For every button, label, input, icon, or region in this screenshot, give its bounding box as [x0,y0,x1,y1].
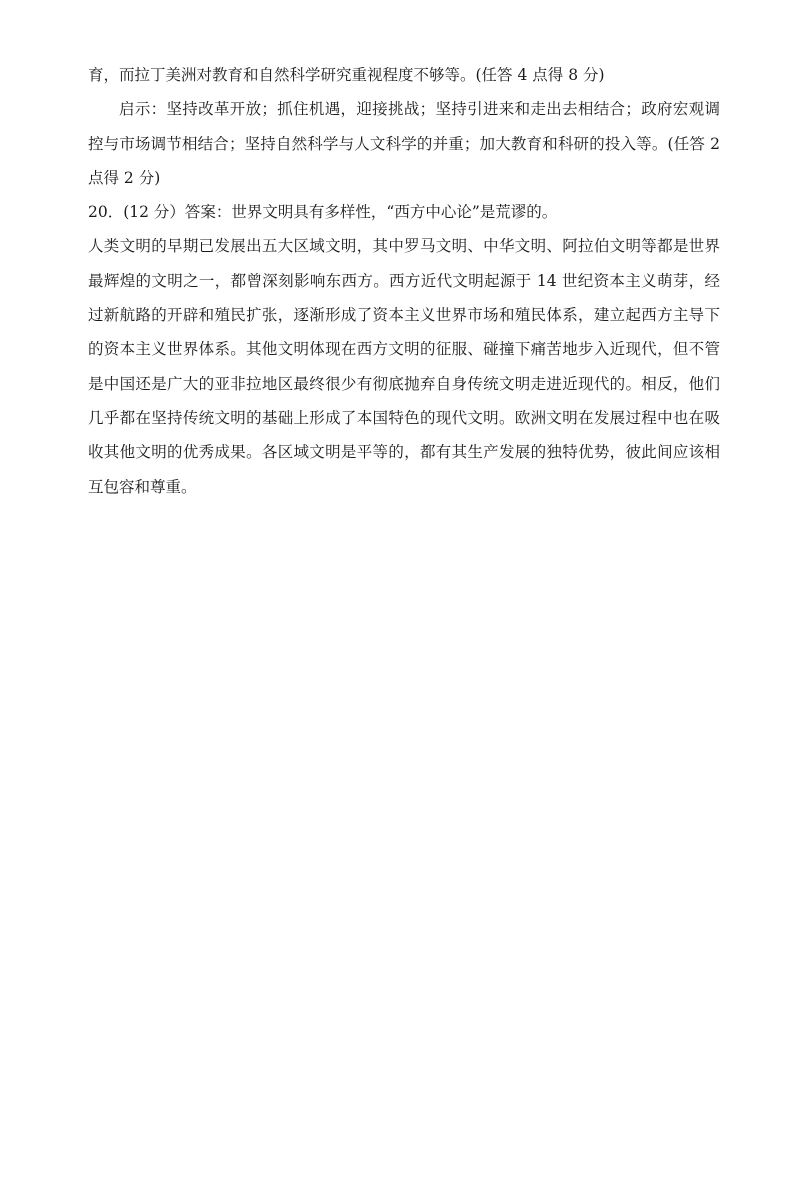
text-line: 人类文明的早期已发展出五大区域文明，其中罗马文明、中华文明、阿拉伯文明等都是世界 [88,237,720,256]
text-line: 育，而拉丁美洲对教育和自然科学研究重视程度不够等。(任答 4 点得 8 分) [88,66,605,84]
paragraph-inspiration [88,92,720,195]
paragraph-question-20-heading [88,195,720,229]
paragraph-question-20-body [88,229,720,503]
text-line: 的资本主义世界体系。其他文明体现在西方文明的征服、碰撞下痛苦地步入近现代，但不管 [88,340,720,359]
question-heading: 20．(12 分）答案：世界文明具有多样性，“西方中心论”是荒谬的。 [88,203,558,222]
answer-text-block [88,58,720,504]
text-line: 启示：坚持改革开放；抓住机遇，迎接挑战；坚持引进来和走出去相结合；政府宏观调 [119,100,720,119]
paragraph-answer-continuation [88,58,720,92]
text-line: 几乎都在坚持传统文明的基础上形成了本国特色的现代文明。欧洲文明在发展过程中也在吸 [88,408,720,427]
text-line: 是中国还是广大的亚非拉地区最终很少有彻底抛弃自身传统文明走进近现代的。相反，他们 [88,374,720,393]
text-line: 点得 2 分) [88,168,161,187]
text-line: 最辉煌的文明之一，都曾深刻影响东西方。西方近代文明起源于 14 世纪资本主义萌芽，经 [88,271,720,290]
text-line: 互包容和尊重。 [88,477,197,496]
text-line: 过新航路的开辟和殖民扩张，逐渐形成了资本主义世界市场和殖民体系，建立起西方主导下 [88,306,720,325]
text-line: 控与市场调节相结合；坚持自然科学与人文科学的并重；加大教育和科研的投入等。(任答 2 [88,134,720,153]
text-line: 收其他文明的优秀成果。各区域文明是平等的，都有其生产发展的独特优势，彼此间应该相 [88,443,720,462]
